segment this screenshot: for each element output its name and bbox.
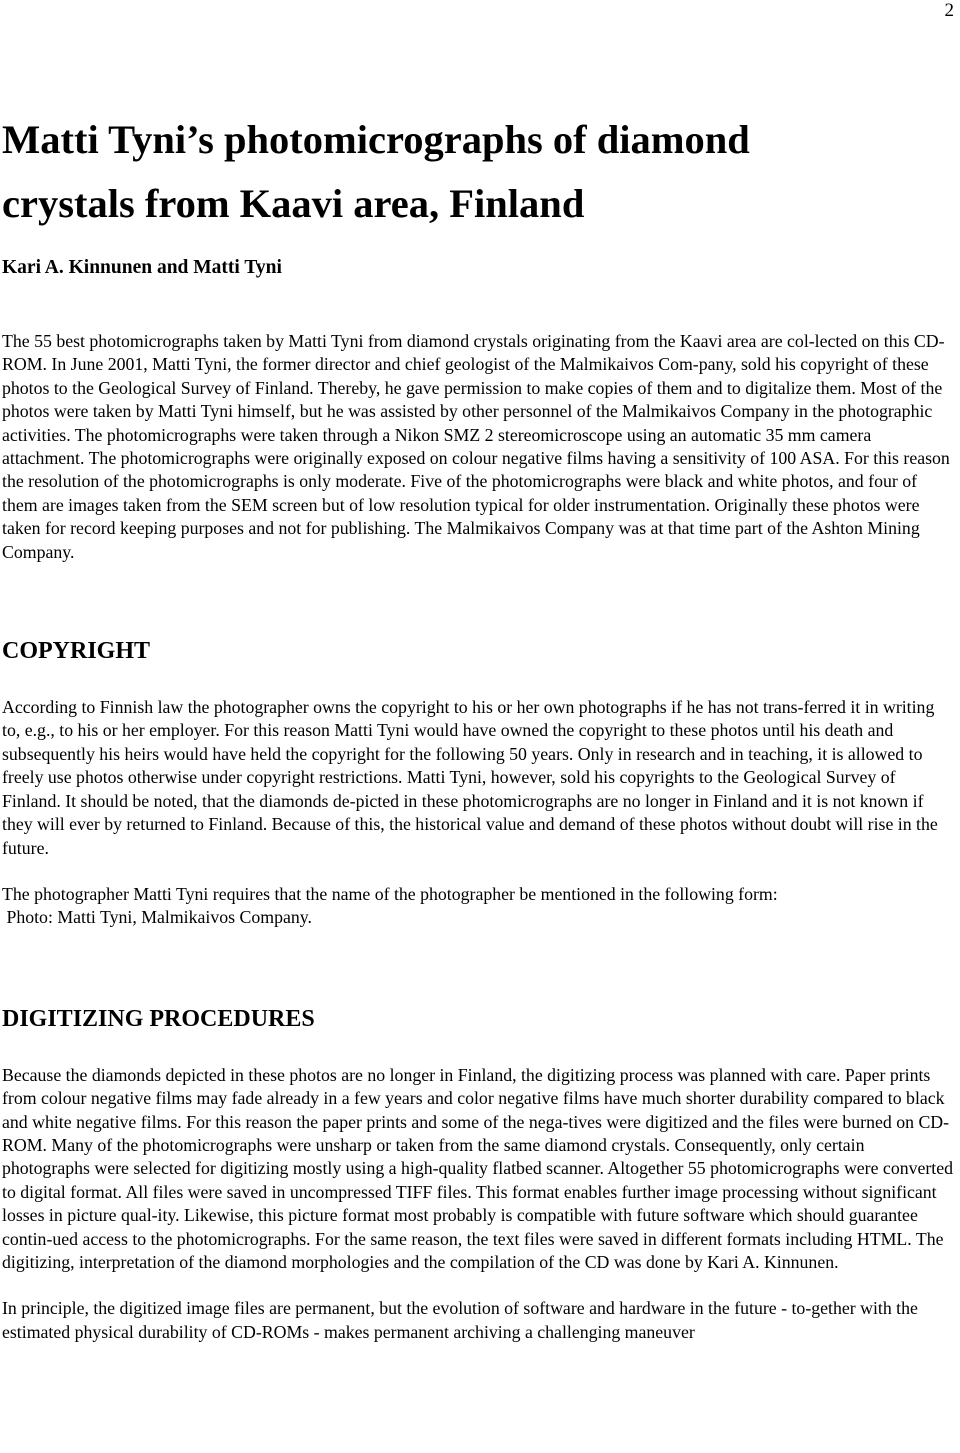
photographer-credit-line-1: The photographer Matti Tyni requires that the name of the photographer be mentioned in the following form: xyxy=(2,883,778,904)
page-number: 2 xyxy=(944,0,954,21)
photographer-credit-line-2: Photo: Matti Tyni, Malmikaivos Company. xyxy=(2,907,312,928)
title-line-1: Matti Tyni’s photomicrographs of diamond xyxy=(2,117,750,162)
digitizing-paragraph-2: In principle, the digitized image files are permanent, but the evolution of software and hardware in the future - to-gether with the estimated physical durability of CD-ROMs - makes permanent archiving a challenging maneuver xyxy=(2,1298,918,1342)
photographer-credit xyxy=(2,883,954,930)
copyright-paragraph: According to Finnish law the photographer owns the copyright to his or her own photographs if he has not trans-ferred it in writing to, e.g., to his or her employer. For this reason Matti Tyni would have owned the copyright to these photos until his death and subsequently his heirs would have held the copyright for the following 50 years. Only in research and in teaching, it is allowed to freely use photos otherwise under copyright restrictions. Matti Tyni, however, sold his copyrights to the Geological Survey of Finland. It should be noted, that the diamonds de-picted in these photomicrographs are no longer in Finland and it is not known if they will ever by returned to Finland. Because of this, the historical value and demand of these photos without doubt will rise in the future. xyxy=(2,697,938,858)
digitizing-heading: DIGITIZING PROCEDURES xyxy=(2,1005,315,1032)
authors: Kari A. Kinnunen and Matti Tyni xyxy=(2,257,282,278)
copyright-heading: COPYRIGHT xyxy=(2,638,151,665)
intro-paragraph: The 55 best photomicrographs taken by Matti Tyni from diamond crystals originating from the Kaavi area are col-lected on this CD-ROM. In June 2001, Matti Tyni, the former director and chief geologist of the Malmikaivos Com-pany, sold his copyright of these photos to the Geological Survey of Finland. Thereby, he gave permission to make copies of them and to digitalize them. Most of the photos were taken by Matti Tyni himself, but he was assisted by other personnel of the Malmikaivos Company in the photographic activities. The photomicrographs were taken through a Nikon SMZ 2 stereomicroscope using an automatic 35 mm camera attachment. The photomicrographs were originally exposed on colour negative films having a sensitivity of 100 ASA. For this reason the resolution of the photomicrographs is only moderate. Five of the photomicrographs were black and white photos, and four of them are images taken from the SEM screen but of low resolution typical for older instrumentation. Originally these photos were taken for record keeping purposes and not for publishing. The Malmikaivos Company was at that time part of the Ashton Mining Company. xyxy=(2,331,950,562)
digitizing-paragraph-1: Because the diamonds depicted in these photos are no longer in Finland, the digitizing process was planned with care. Paper prints from colour negative films may fade already in a few years and color negative films have much shorter durability compared to black and white negative films. For this reason the paper prints and some of the nega-tives were digitized and the files were burned on CD-ROM. Many of the photomicrographs were unsharp or taken from the same diamond crystals. Consequently, only certain photographs were selected for digitizing mostly using a high-quality flatbed scanner. Altogether 55 photomicrographs were converted to digital format. All files were saved in uncompressed TIFF files. This format enables further image processing without significant losses in picture qual-ity. Likewise, this picture format most probably is compatible with future software which should guarantee contin-ued access to the photomicrographs. For the same reason, the text files were saved in different formats including HTML. The digitizing, interpretation of the diamond morphologies and the compilation of the CD was done by Kari A. Kinnunen. xyxy=(2,1064,954,1272)
document-title xyxy=(2,108,954,236)
title-line-2: crystals from Kaavi area, Finland xyxy=(2,181,585,226)
document-body xyxy=(2,108,954,1344)
